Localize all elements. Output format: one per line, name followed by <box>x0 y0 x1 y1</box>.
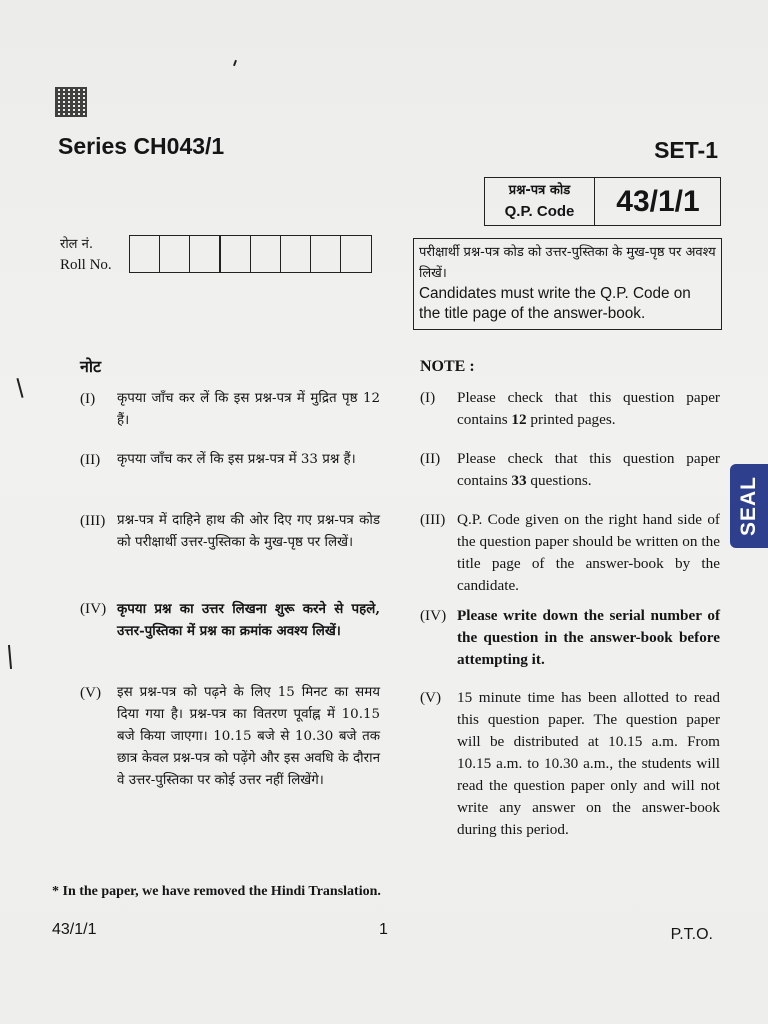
roll-box[interactable] <box>129 235 161 273</box>
qp-code-value: 43/1/1 <box>616 185 700 218</box>
english-item-text-pre: Q.P. Code given on the right hand side of the question paper should be written on the title page of the answer-book by the candidate. <box>457 511 720 594</box>
hindi-note-title: नोट <box>80 357 102 376</box>
roll-box[interactable] <box>310 235 342 273</box>
hindi-note-item <box>80 388 380 434</box>
qp-code-labels <box>485 178 595 225</box>
english-note-title: NOTE : <box>420 358 475 375</box>
seal-label: SEAL <box>737 475 760 537</box>
english-note-item <box>420 509 720 599</box>
qp-code-box <box>484 177 721 226</box>
seal-tab <box>730 464 768 548</box>
hindi-item-number: (V) <box>80 684 102 701</box>
english-item-text-bold: 12 <box>511 411 527 428</box>
instruction-hindi: परीक्षार्थी प्रश्न-पत्र कोड को उत्तर-पुस्तिका के मुख-पृष्ठ पर अवश्य लिखें। <box>419 245 716 281</box>
footnote: * In the paper, we have removed the Hindi Translation. <box>52 884 381 899</box>
roll-number-label <box>60 234 112 276</box>
qp-label-english: Q.P. Code <box>504 203 575 220</box>
please-turn-over: P.T.O. <box>670 926 713 943</box>
hindi-item-text: कृपया प्रश्न का उत्तर लिखना शुरू करने से पहले, उत्तर-पुस्तिका में प्रश्न का क्रमांक अवश्य लिखें। <box>117 601 380 639</box>
footer-qp-code: 43/1/1 <box>52 921 97 938</box>
roll-box[interactable] <box>340 235 372 273</box>
hindi-note-item <box>80 510 380 580</box>
english-item-text-post: printed pages. <box>526 411 616 428</box>
instruction-english: Candidates must write the Q.P. Code on the title page of the answer-book. <box>419 285 691 322</box>
english-item-number: (I) <box>420 389 436 406</box>
qp-label-hindi: प्रश्न-पत्र कोड <box>508 183 571 198</box>
pen-mark <box>233 60 237 66</box>
english-item-text <box>457 387 720 431</box>
english-item-text-post: questions. <box>526 472 592 489</box>
english-note-item <box>420 448 720 494</box>
english-item-number: (II) <box>420 450 441 467</box>
hindi-item-number: (I) <box>80 390 96 407</box>
english-item-text-bold: 33 <box>511 472 527 489</box>
english-item-text <box>457 605 720 671</box>
hindi-note-item <box>80 598 380 668</box>
english-note-item <box>420 687 720 867</box>
hindi-note-item <box>80 449 380 495</box>
roll-box[interactable] <box>280 235 312 273</box>
english-item-text <box>457 448 720 492</box>
hindi-item-number: (III) <box>80 512 106 529</box>
hindi-item-number: (II) <box>80 451 101 468</box>
english-item-text <box>457 687 720 841</box>
english-item-number: (III) <box>420 511 446 528</box>
candidate-instruction-box <box>413 238 722 330</box>
english-item-text-bold: Please write down the serial number of the question in the answer-book before attempting it. <box>457 607 720 668</box>
english-item-text-pre: Please check that this question paper contains <box>457 450 720 489</box>
hindi-item-number: (IV) <box>80 600 107 617</box>
english-note-item <box>420 605 720 675</box>
english-item-number: (V) <box>420 689 442 706</box>
roll-number-boxes[interactable] <box>130 235 372 273</box>
hindi-item-text: कृपया जाँच कर लें कि इस प्रश्न-पत्र में 33 प्रश्न हैं। <box>117 452 356 467</box>
english-item-text-pre: 15 minute time has been allotted to read this question paper. The question paper will be distributed at 10.15 a.m. From 10.15 a.m. to 10.30 a.m., the students will read the question paper only and will not write any answer on the answer-book during this period. <box>457 689 720 838</box>
page-number: 1 <box>379 921 388 938</box>
roll-box[interactable] <box>219 235 251 273</box>
set-number: SET-1 <box>654 137 718 163</box>
qr-code-icon <box>55 87 87 117</box>
hindi-item-text: इस प्रश्न-पत्र को पढ़ने के लिए 15 मिनट का समय दिया गया है। प्रश्न-पत्र का वितरण पूर्वाह्न में 10.15 बजे किया जाएगा। 10.15 बजे से 10.30 बजे तक छात्र केवल प्रश्न-पत्र को पढ़ेंगे और इस अवधि के दौरान वे उत्तर-पुस्तिका पर कोई उत्तर नहीं लिखेंगे। <box>117 685 380 788</box>
english-item-text <box>457 509 720 597</box>
roll-box[interactable] <box>250 235 282 273</box>
hindi-item-text: प्रश्न-पत्र में दाहिने हाथ की ओर दिए गए प्रश्न-पत्र कोड को परीक्षार्थी उत्तर-पुस्तिका के मुख-पृष्ठ पर लिखें। <box>117 513 380 550</box>
series-title: Series CH043/1 <box>58 133 225 159</box>
english-item-text-pre: Please check that this question paper contains <box>457 389 720 428</box>
roll-label-english: Roll No. <box>60 257 112 273</box>
english-note-item <box>420 387 720 433</box>
roll-box[interactable] <box>189 235 221 273</box>
hindi-note-item <box>80 682 380 847</box>
english-item-number: (IV) <box>420 607 447 624</box>
pen-mark <box>8 645 12 669</box>
roll-box[interactable] <box>159 235 191 273</box>
pen-mark <box>16 378 23 398</box>
roll-label-hindi: रोल नं. <box>60 237 93 252</box>
hindi-item-text: कृपया जाँच कर लें कि इस प्रश्न-पत्र में मुद्रित पृष्ठ 12 हैं। <box>117 391 380 428</box>
